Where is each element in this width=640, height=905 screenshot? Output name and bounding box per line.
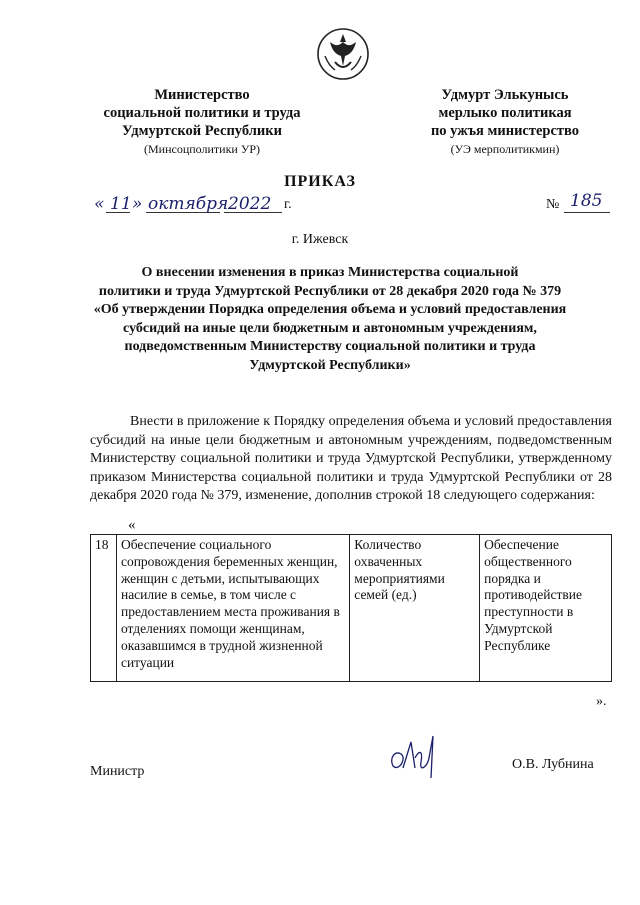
order-subject [90, 264, 570, 375]
body-paragraph: Внести в приложение к Порядку определения объема и условий предоставления субсидий на иные цели бюджетным и автономным учреждениям, подведомственным Министерству социальной политики и труда Удмуртской Республики, утвержденному приказом Министерства социальной политики и труда Удмуртской Республики от 28 декабря 2020 года № 379, изменение, дополнив строкой 18 следующего содержания: [90, 414, 612, 503]
subject-line5: подведомственным Министерству социальной политики и труда [124, 339, 536, 354]
date-year-suffix: г. [284, 197, 292, 212]
date-month: октября [148, 194, 229, 214]
ministry-udm-line2: мерлыко политикая [438, 105, 572, 121]
ministry-name-line1: Министерство [154, 87, 250, 103]
ministry-name-line2: социальной политики и труда [103, 105, 301, 121]
document-title: ПРИКАЗ [284, 173, 356, 190]
ministry-header-udmurt [395, 86, 615, 158]
subject-line3: «Об утверждении Порядка определения объема и условий предоставления [93, 302, 567, 317]
issue-city: г. Ижевск [291, 232, 349, 247]
subject-line1: О внесении изменения в приказ Министерства социальной [141, 265, 519, 280]
order-body [90, 413, 612, 506]
row-number: 18 [91, 535, 117, 682]
date-day: 11 [110, 194, 132, 214]
date-year: 2022 [228, 194, 272, 214]
subject-line4: субсидий на иные цели бюджетным и автономным учреждениям, [123, 320, 537, 336]
ministry-udm-short: (УЭ мерполитикмин) [450, 142, 560, 156]
ministry-header-russian [82, 86, 322, 158]
table-row [91, 535, 612, 682]
order-date [88, 194, 300, 216]
table-close-quote: ». [596, 694, 607, 709]
signatory-title: Министр [90, 764, 145, 779]
date-close-quote: » [132, 194, 143, 214]
number-value: 185 [570, 191, 603, 211]
row-indicator: Количество охваченных мероприятиями семей (ед.) [350, 535, 480, 682]
coat-of-arms-icon [313, 22, 373, 82]
appendix-table [90, 534, 612, 682]
ministry-udm-line3: по ужъя министерство [430, 123, 580, 139]
signatory-name: О.В. Лубнина [512, 757, 594, 772]
ministry-name-line3: Удмуртской Республики [122, 123, 282, 139]
row-description: Обеспечение социального сопровождения беременных женщин, женщин с детьми, испытывающих насилие в семье, в том числе с предоставлением места проживания в отделениях помощи женщинам, оказавшимся в трудной жизненной ситуации [116, 535, 349, 682]
ministry-udm-line1: Удмурт Элькунысь [441, 87, 569, 103]
row-goal: Обеспечение общественного порядка и противодействие преступности в Удмуртской Республике [480, 535, 612, 682]
table-open-quote: « [128, 517, 136, 533]
handwritten-signature [385, 728, 445, 788]
date-open-quote: « [94, 194, 105, 214]
number-label: № [546, 197, 560, 212]
ministry-short-name: (Минсоцполитики УР) [143, 142, 260, 156]
order-number [546, 191, 616, 216]
subject-line2: политики и труда Удмуртской Республики от 28 декабря 2020 года № 379 [98, 283, 562, 299]
subject-line6: Удмуртской Республики» [249, 357, 411, 373]
